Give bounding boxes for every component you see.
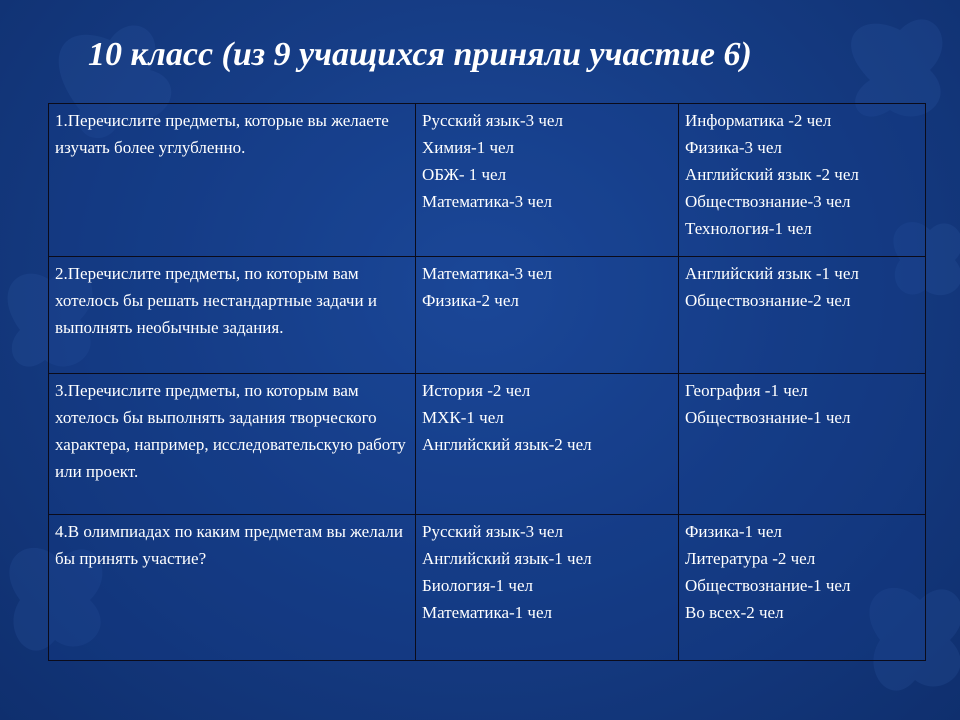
question-cell: 2.Перечислите предметы, по которым вам хотелось бы решать нестандартные задачи и выполнять необычные задания. <box>49 257 416 374</box>
answer-line: Русский язык-3 чел <box>422 111 563 130</box>
answer-line: Биология-1 чел <box>422 576 533 595</box>
table-row <box>49 374 926 515</box>
answer-line: Обществознание-1 чел <box>685 576 851 595</box>
answer-line: Обществознание-3 чел <box>685 192 851 211</box>
answer-line: Английский язык-1 чел <box>422 549 592 568</box>
answer-line: История -2 чел <box>422 381 531 400</box>
table-row <box>49 257 926 374</box>
question-cell: 1.Перечислите предметы, которые вы желаете изучать более углубленно. <box>49 104 416 257</box>
question-cell: 3.Перечислите предметы, по которым вам хотелось бы выполнять задания творческого характера, например, исследовательскую работу или проект. <box>49 374 416 515</box>
answers-cell-col3 <box>679 515 926 661</box>
answer-line: Обществознание-2 чел <box>685 291 851 310</box>
answer-line: Во всех-2 чел <box>685 603 784 622</box>
answer-line: ОБЖ- 1 чел <box>422 165 507 184</box>
answers-cell-col3 <box>679 374 926 515</box>
answers-cell-col2 <box>416 257 679 374</box>
answer-line: Английский язык -1 чел <box>685 264 859 283</box>
answer-line: Английский язык -2 чел <box>685 165 859 184</box>
survey-table <box>48 103 926 661</box>
answers-cell-col2 <box>416 374 679 515</box>
table-row <box>49 515 926 661</box>
answer-line: Русский язык-3 чел <box>422 522 563 541</box>
answer-line: Информатика -2 чел <box>685 111 832 130</box>
answers-cell-col2 <box>416 104 679 257</box>
table-row <box>49 104 926 257</box>
answers-cell-col2 <box>416 515 679 661</box>
answer-line: Химия-1 чел <box>422 138 515 157</box>
answer-line: География -1 чел <box>685 381 808 400</box>
answer-line: Технология-1 чел <box>685 219 812 238</box>
answer-line: Математика-1 чел <box>422 603 553 622</box>
answers-cell-col3 <box>679 257 926 374</box>
answer-line: Физика-2 чел <box>422 291 519 310</box>
answer-line: Физика-1 чел <box>685 522 782 541</box>
answer-line: Английский язык-2 чел <box>422 435 592 454</box>
answer-line: Математика-3 чел <box>422 264 553 283</box>
answer-line: Физика-3 чел <box>685 138 782 157</box>
answer-line: Математика-3 чел <box>422 192 553 211</box>
slide-title: 10 класс (из 9 учащихся приняли участие 6) <box>88 36 752 73</box>
answer-line: Литература -2 чел <box>685 549 816 568</box>
question-cell: 4.В олимпиадах по каким предметам вы желали бы принять участие? <box>49 515 416 661</box>
answer-line: Обществознание-1 чел <box>685 408 851 427</box>
answers-cell-col3 <box>679 104 926 257</box>
answer-line: МХК-1 чел <box>422 408 504 427</box>
